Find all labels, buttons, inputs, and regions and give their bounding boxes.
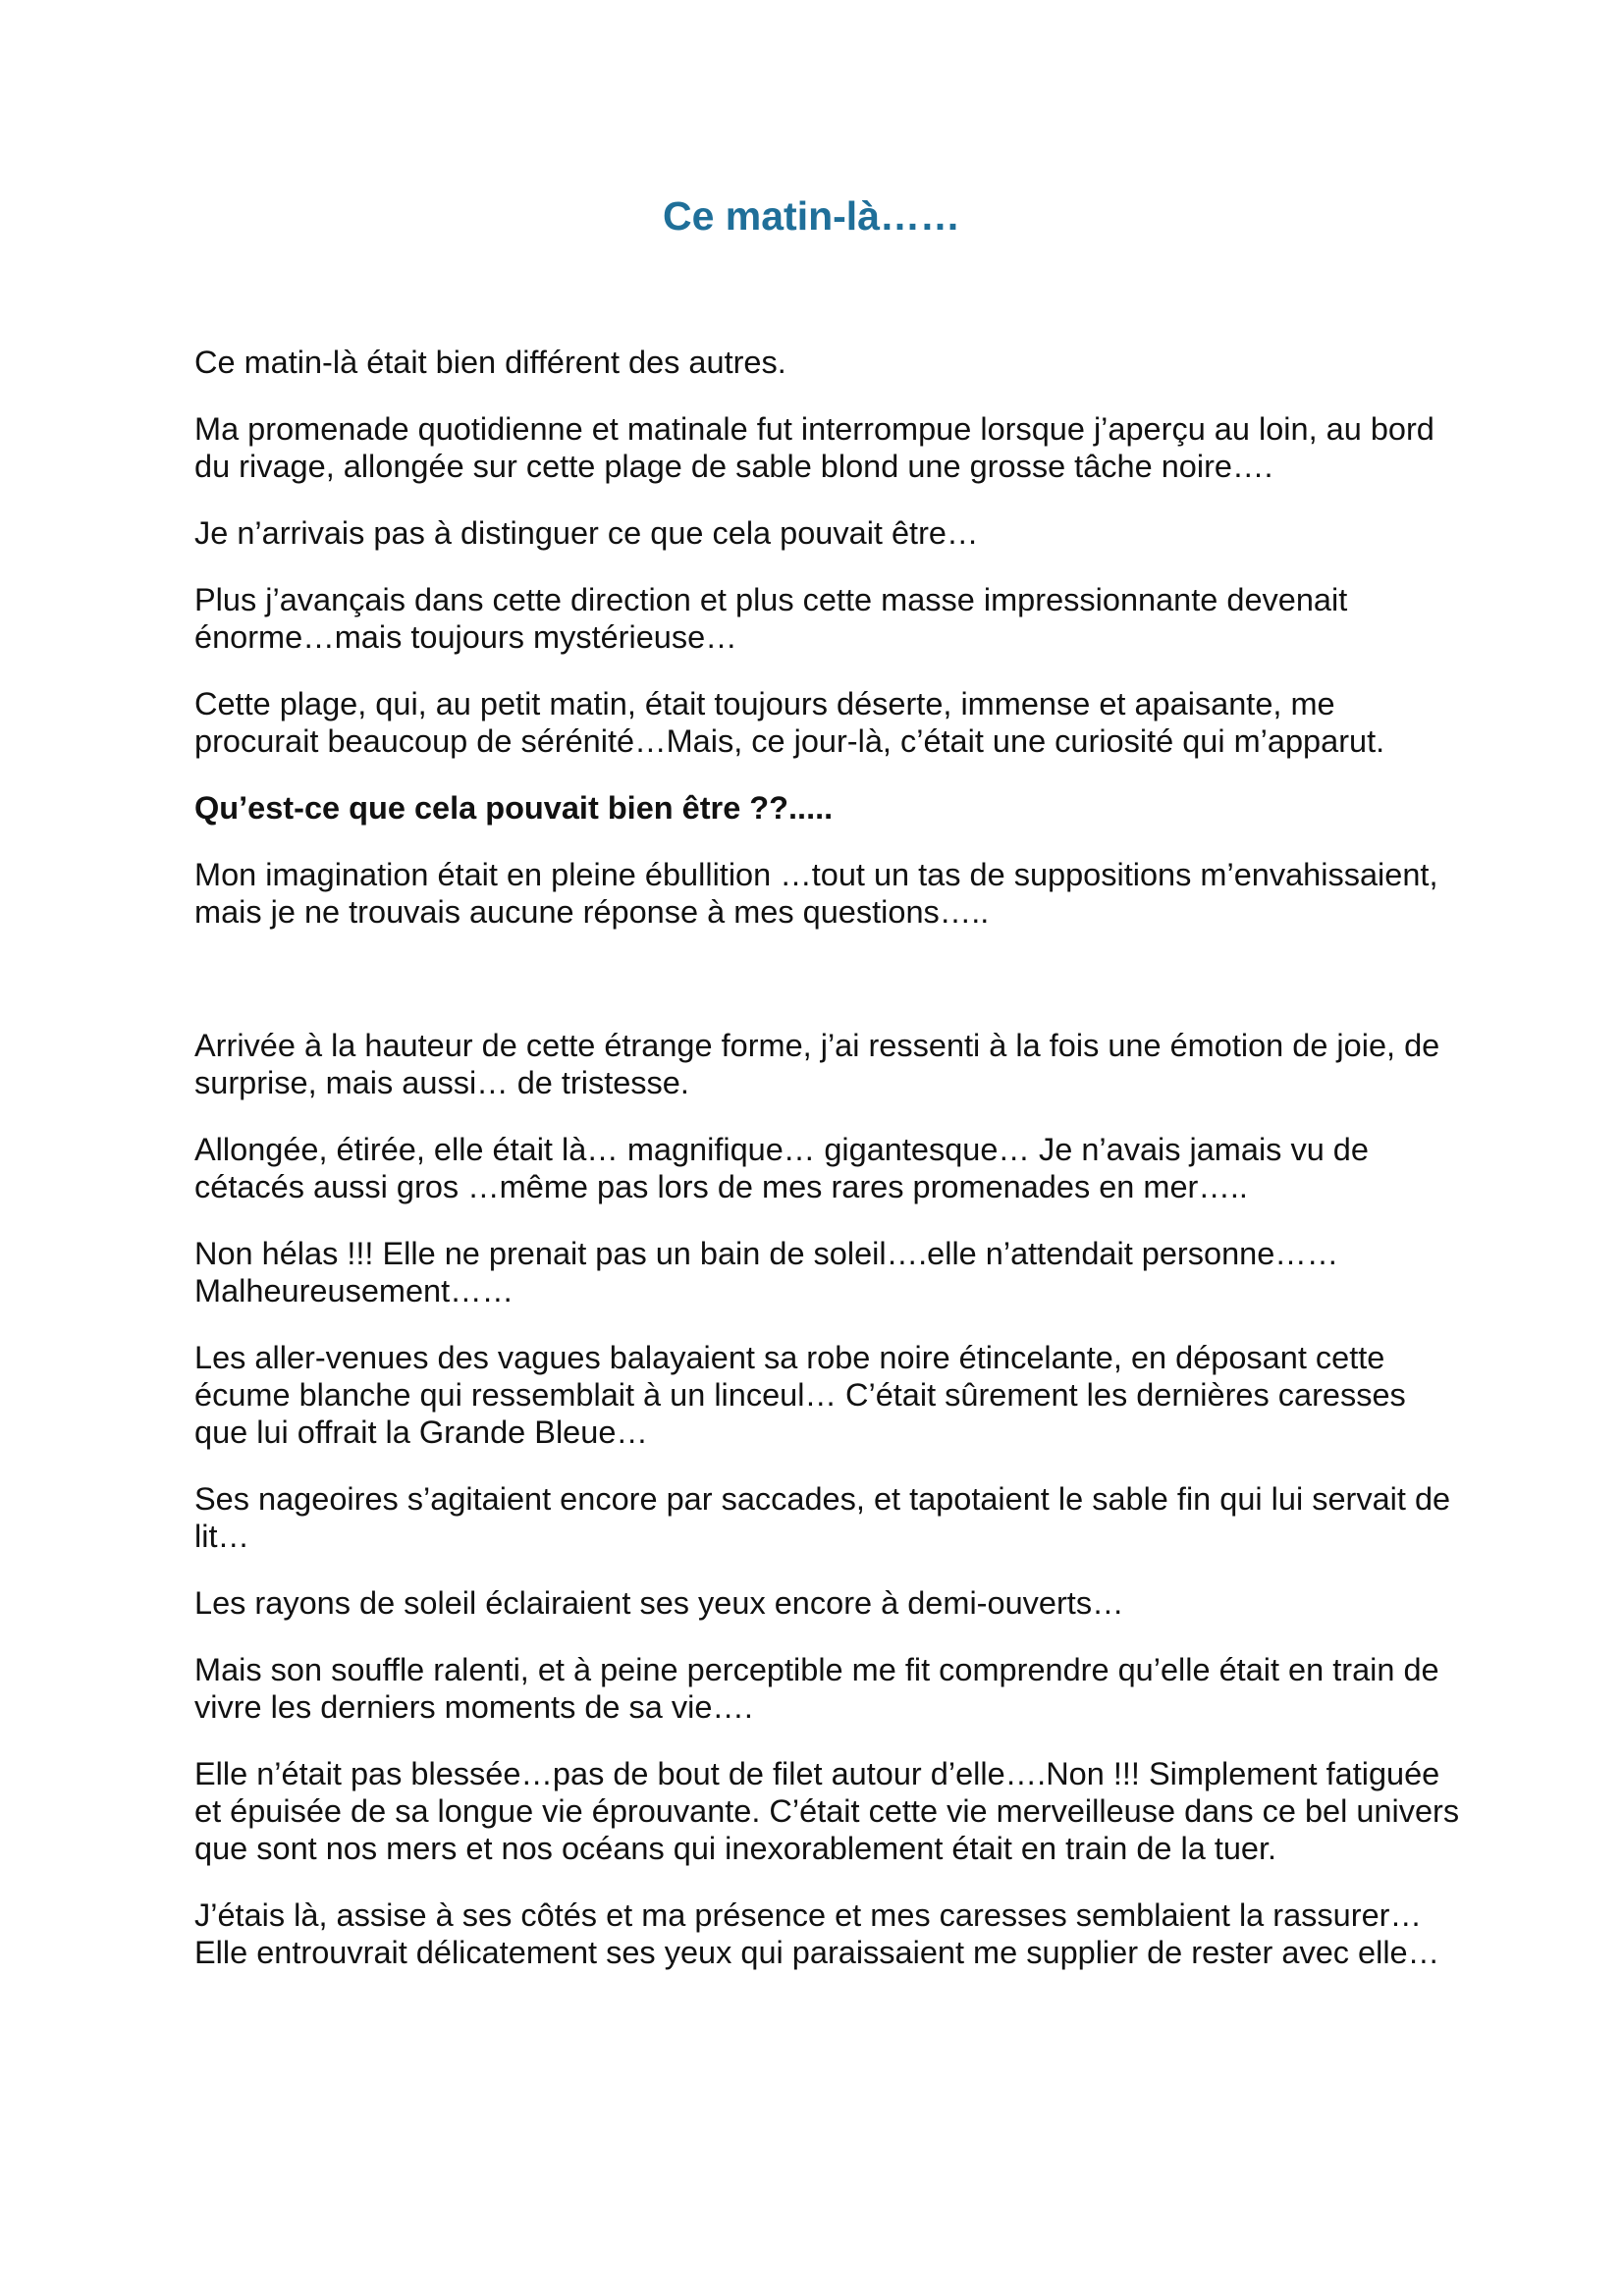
paragraph: Elle n’était pas blessée…pas de bout de filet autour d’elle….Non !!! Simplement fatiguée et épuisée de sa longue vie éprouvante. C’était cette vie merveilleuse dans ce bel univers que sont nos mers et nos océans qui inexorablement était en train de la tuer. [194, 1756, 1460, 1866]
paragraph: Non hélas !!! Elle ne prenait pas un bain de soleil….elle n’attendait personne…… Malheureusement…… [194, 1236, 1339, 1308]
paragraph: Allongée, étirée, elle était là… magnifique… gigantesque… Je n’avais jamais vu de cétacés aussi gros …même pas lors de mes rares promenades en mer….. [194, 1132, 1369, 1204]
paragraph: Ce matin-là était bien différent des autres. [194, 345, 786, 380]
paragraph: J’étais là, assise à ses côtés et ma présence et mes caresses semblaient la rassurer…Elle entrouvrait délicatement ses yeux qui paraissaient me supplier de rester avec elle… [194, 1897, 1440, 1970]
paragraph: Les aller-venues des vagues balayaient sa robe noire étincelante, en déposant cette écume blanche qui ressemblait à un linceul… C’était sûrement les dernières caresses que lui offrait la Grande Bleue… [194, 1340, 1406, 1450]
bold-question-paragraph: Qu’est-ce que cela pouvait bien être ??..... [194, 790, 834, 826]
paragraph: Ses nageoires s’agitaient encore par saccades, et tapotaient le sable fin qui lui servait de lit… [194, 1481, 1451, 1554]
document-body [194, 344, 1461, 2001]
paragraph: Mais son souffle ralenti, et à peine perceptible me fit comprendre qu’elle était en train de vivre les derniers moments de sa vie…. [194, 1652, 1439, 1725]
page-title: Ce matin-là…… [663, 193, 960, 239]
paragraph: Mon imagination était en pleine ébullition …tout un tas de suppositions m’envahissaient, mais je ne trouvais aucune réponse à mes questions….. [194, 857, 1438, 930]
paragraph: Ma promenade quotidienne et matinale fut interrompue lorsque j’aperçu au loin, au bord du rivage, allongée sur cette plage de sable blond une grosse tâche noire…. [194, 411, 1434, 484]
paragraph: Arrivée à la hauteur de cette étrange forme, j’ai ressenti à la fois une émotion de joie, de surprise, mais aussi… de tristesse. [194, 1028, 1440, 1100]
paragraph: Les rayons de soleil éclairaient ses yeux encore à demi-ouverts… [194, 1585, 1124, 1621]
paragraph: Je n’arrivais pas à distinguer ce que cela pouvait être… [194, 515, 979, 551]
paragraph: Cette plage, qui, au petit matin, était toujours déserte, immense et apaisante, me procurait beaucoup de sérénité…Mais, ce jour-là, c’était une curiosité qui m’apparut. [194, 686, 1385, 759]
paragraph: Plus j’avançais dans cette direction et plus cette masse impressionnante devenait énorme…mais toujours mystérieuse… [194, 582, 1348, 655]
blank-line-spacer [194, 960, 1461, 1027]
